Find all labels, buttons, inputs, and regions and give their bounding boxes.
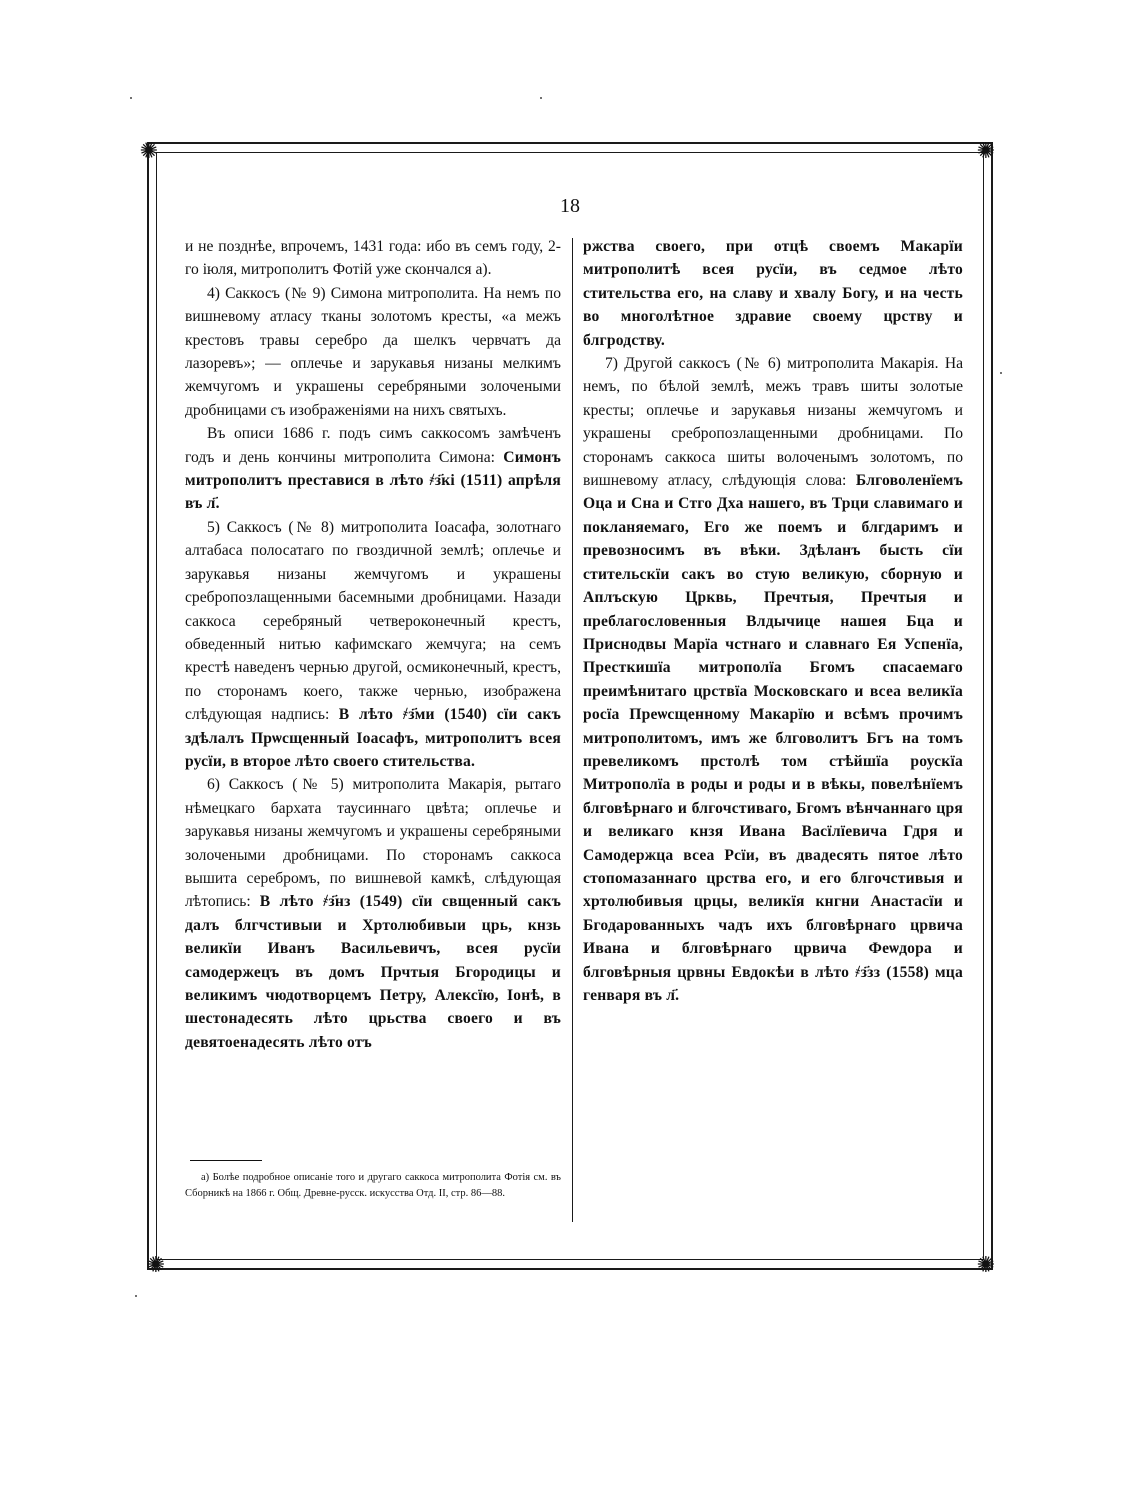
paragraph-text: Въ описи 1686 г. подъ симъ саккосомъ замѣченъ годъ и день кончины митрополита Симона: — [185, 425, 561, 466]
slavonic-inscription: Симонъ митрополитъ преставися в лѣто ҂з҃кі (1511) апрѣля въ л҃. — [185, 448, 561, 513]
scan-speck — [540, 97, 542, 99]
corner-ornament-icon: ✺ — [146, 1253, 166, 1278]
paragraph-sakkos-makariy-second — [583, 352, 963, 1007]
right-column — [583, 235, 963, 1007]
slavonic-inscription: В лѣто ҂з҃ми (1540) сїи сакъ здѣлалъ Прѡсщенный Іоасафъ, митрополитъ всея русїи, в второе лѣто своего стительства. — [185, 706, 562, 770]
column-divider — [572, 238, 573, 1222]
scan-speck — [135, 1295, 137, 1297]
slavonic-inscription: В лѣто ҂з҃нз (1549) сїи свщенный сакъ далъ блгчстивыи и Хртолюбивыи црь, кнзь великїи Иванъ Васильевичъ, всея русїи самодержецъ въ домъ Прчтыя Бгородицы и великимъ чюдотворцемъ Петру, Алексїю, Іонѣ, в шестонадесять лѣто црьства своего и въ девятоенадесять лѣто отъ — [185, 893, 561, 1051]
paragraph-inventory-1686 — [185, 422, 561, 516]
left-column — [185, 235, 561, 1054]
slavonic-inscription: Блговоленїемъ Оца и Сна и Стго Дха нашего, въ Трци славимаго и покланяемаго, Его же поемъ и блгдаримъ и превозносимъ въ вѣки. Здѣланъ бысть сїи стительскїи сакъ во стую великую, сборную и Аплъскую Црквь, Пречтыя, Пречтыя и преблагословенныя Влдычице нашея Бца и Приснодвы Марїа чстнаго и славнаго Ея Успенїа, Престкишїа митрополїа Бгомъ спасаемаго преимѣнитаго црствїа Московскаго и всеа великїа росїа Преѡсщенному Макарїю и всѣмъ прочимъ митрополитомъ, имъ же блговолитъ Бгъ на томъ превеликомъ прстолѣ том стѣйшїа роускїа Митрополїа в роды и роды и в вѣкы, повелѣнїемъ блговѣрнаго и блгочстиваго, Бгомъ вѣнчаннаго цря и великаго кнзя Ивана Васїлїевича Гдря и Самодержца всеа Рсїи, въ двадесять пятое лѣто стопомазаннаго црства его, и его блгочстивыя и хртолюбивыя црцы, великїя кнгни Анастасїи и Бгодарованныхъ чадъ ихъ блговѣрнаго црвича Ивана и блговѣрнаго црвича Феѡдора и блговѣрныя црвны Евдокѣи в лѣто ҂з҃зз (1558) мца генваря въ л҃. — [583, 472, 963, 1004]
paragraph-text: 7) Другой саккосъ (№ 6) митрополита Макарія. На немъ, по бѣлой землѣ, межъ травъ шиты золотые кресты; оплечье и зарукавья низаны жемчугомъ и украшены сребропозлащенными дробницами. По сторонамъ саккоса шиты волоченымъ золотомъ, по вишневому атласу, слѣдующія слова: — [583, 355, 963, 490]
corner-ornament-icon: ✺ — [976, 139, 996, 164]
corner-ornament-icon: ✺ — [139, 139, 159, 164]
corner-ornament-icon: ✺ — [976, 1253, 996, 1278]
footnote: a) Болѣе подробное описаніе того и другаго саккоса митрополита Фотія см. въ Сборникѣ на 1866 г. Общ. Древне-русск. искусства Отд. II, стр. 86—88. — [185, 1172, 561, 1199]
page-number: 18 — [560, 195, 580, 217]
footnote-divider — [190, 1160, 262, 1161]
paragraph-sakkos-ioasaf — [185, 516, 561, 773]
paragraph-sakkos-makariy — [185, 773, 561, 1054]
slavonic-inscription-continuation: ржства своего, при отцѣ своемъ Макарїи митрополитѣ всея русїи, въ седмое лѣто стительства его, на славу и хвалу Богу, и на честь во многолѣтное здравие своему црству и блгродству. — [583, 238, 963, 349]
scan-speck — [130, 97, 132, 99]
paragraph-text: 6) Саккосъ (№ 5) митрополита Макарія, рытаго нѣмецкаго бархата таусиннаго цвѣта; оплечье и зарукавья низаны жемчугомъ и украшены серебряными золочеными дробницами. По сторонамъ саккоса вышита серебромъ, по вишневой камкѣ, слѣдующая лѣтопись: — [185, 776, 561, 911]
paragraph-continuation: и не позднѣе, впрочемъ, 1431 года: ибо въ семъ году, 2-го іюля, митрополитъ Фотій уже скончался a). — [185, 238, 561, 279]
paragraph-text: 5) Саккосъ (№ 8) митрополита Іоасафа, золотнаго алтабаса полосатаго по гвоздичной землѣ; оплечье и зарукавья низаны жемчугомъ и украшены сребропозлащенными басемными дробницами. Назади саккоса серебряный четвероконечный крестъ, обведенный нитью кафимскаго жемчуга; на семъ крестѣ наведенъ чернью другой, осмиконечный, крестъ, по сторонамъ коего, также чернью, изображена слѣдующая надпись: — [185, 518, 561, 724]
scan-speck — [1000, 372, 1002, 374]
paragraph-sakkos-simon: 4) Саккосъ (№ 9) Симона митрополита. На немъ по вишневому атласу тканы золотомъ кресты, «а межъ крестовъ травы серебро да шелкъ червчатъ да лазоревъ»; — оплечье и зарукавья низаны мелкимъ жемчугомъ и украшены серебряными золочеными дробницами съ изображеніями на нихъ святыхъ. — [185, 284, 561, 419]
